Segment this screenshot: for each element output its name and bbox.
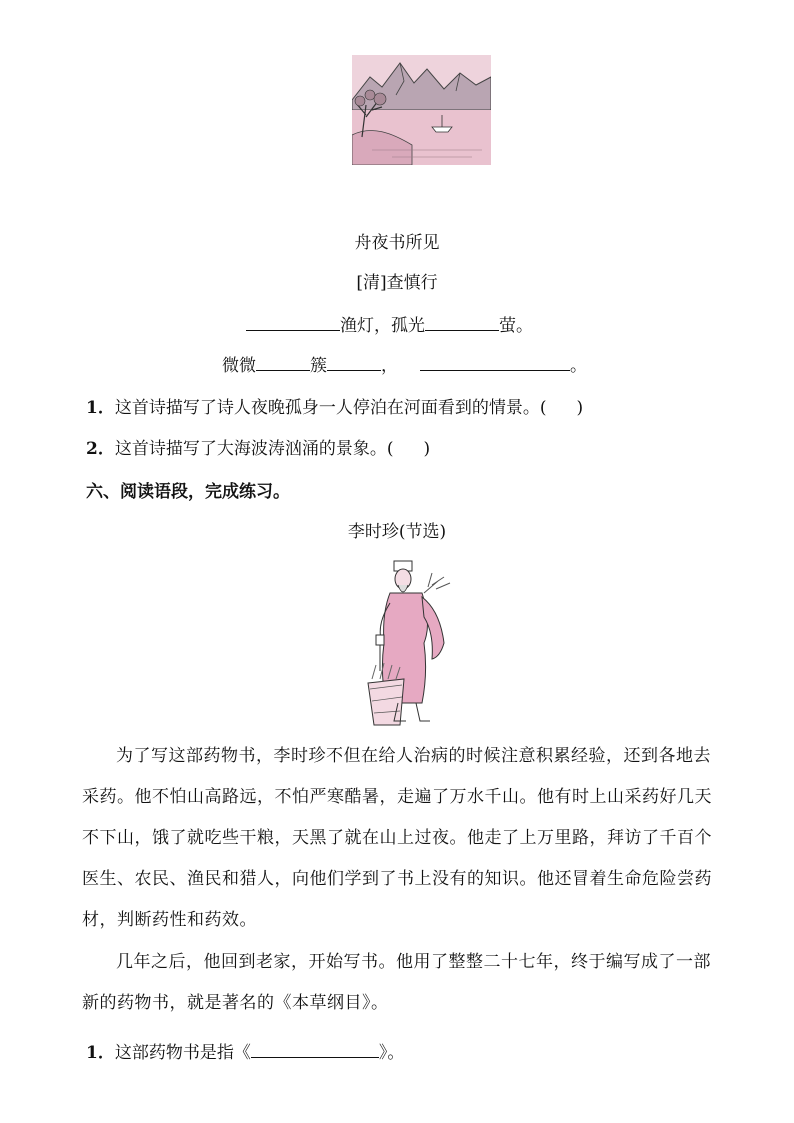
passage-paragraph-2	[82, 942, 750, 1024]
question-close: )	[576, 398, 584, 418]
poem-author: [清]查慎行	[356, 273, 438, 293]
passage-question-1	[86, 1038, 404, 1063]
question-close: )	[423, 439, 431, 459]
answer-blank[interactable]	[246, 312, 340, 331]
question-text: 这部药物书是指《	[114, 1043, 251, 1063]
poem-line-1-text-b: 萤。	[499, 316, 533, 336]
poem-title: 舟夜书所见	[354, 233, 440, 253]
question-text: 这首诗描写了大海波涛汹涌的景象。(	[114, 439, 394, 459]
poem-line-2-text-a: 微微	[222, 356, 256, 376]
answer-blank[interactable]	[327, 352, 381, 371]
passage-paragraph-1	[82, 736, 750, 941]
answer-blank[interactable]	[251, 1039, 379, 1058]
text-line: 不下山，饿了就吃些干粮，天黑了就在山上过夜。他走了上万里路，拜访了千百个	[82, 828, 712, 848]
text-line: 为了写这部药物书，李时珍不但在给人治病的时候注意积累经验，还到各地去	[116, 746, 711, 766]
answer-blank[interactable]	[425, 312, 499, 331]
poem-line-2	[222, 351, 587, 376]
landscape-illustration	[352, 55, 491, 165]
text-line: 医生、农民、渔民和猎人，向他们学到了书上没有的知识。他还冒着生命危险尝药	[82, 869, 712, 889]
question-number: 2．	[86, 439, 115, 459]
poem-question-2	[86, 434, 430, 459]
question-text-end: 》。	[378, 1043, 405, 1063]
answer-blank[interactable]	[256, 352, 310, 371]
text-line: 新的药物书，就是著名的《本草纲目》。	[82, 993, 389, 1013]
question-number: 1．	[86, 1043, 115, 1063]
text-line: 几年之后，他回到老家，开始写书。他用了整整二十七年，终于编写成了一部	[116, 952, 711, 972]
passage-title: 李时珍(节选)	[347, 522, 447, 542]
poem-line-1-text-a: 渔灯，孤光	[340, 316, 425, 336]
poem-question-1	[86, 393, 583, 418]
text-line: 材，判断药性和药效。	[82, 910, 257, 930]
question-number: 1．	[86, 398, 115, 418]
li-shizhen-illustration	[362, 553, 467, 728]
text-line: 采药。他不怕山高路远，不怕严寒酷暑，走遍了万水千山。他有时上山采药好几天	[82, 787, 712, 807]
question-text: 这首诗描写了诗人夜晚孤身一人停泊在河面看到的情景。(	[114, 398, 547, 418]
poem-line-2-text-c: ，	[381, 356, 398, 376]
poem-line-2-text-b: 簇	[310, 356, 327, 376]
answer-blank[interactable]	[420, 352, 570, 371]
poem-line-1	[246, 311, 533, 336]
poem-line-2-text-d: 。	[570, 356, 587, 376]
section-heading: 六、阅读语段，完成练习。	[86, 482, 290, 502]
